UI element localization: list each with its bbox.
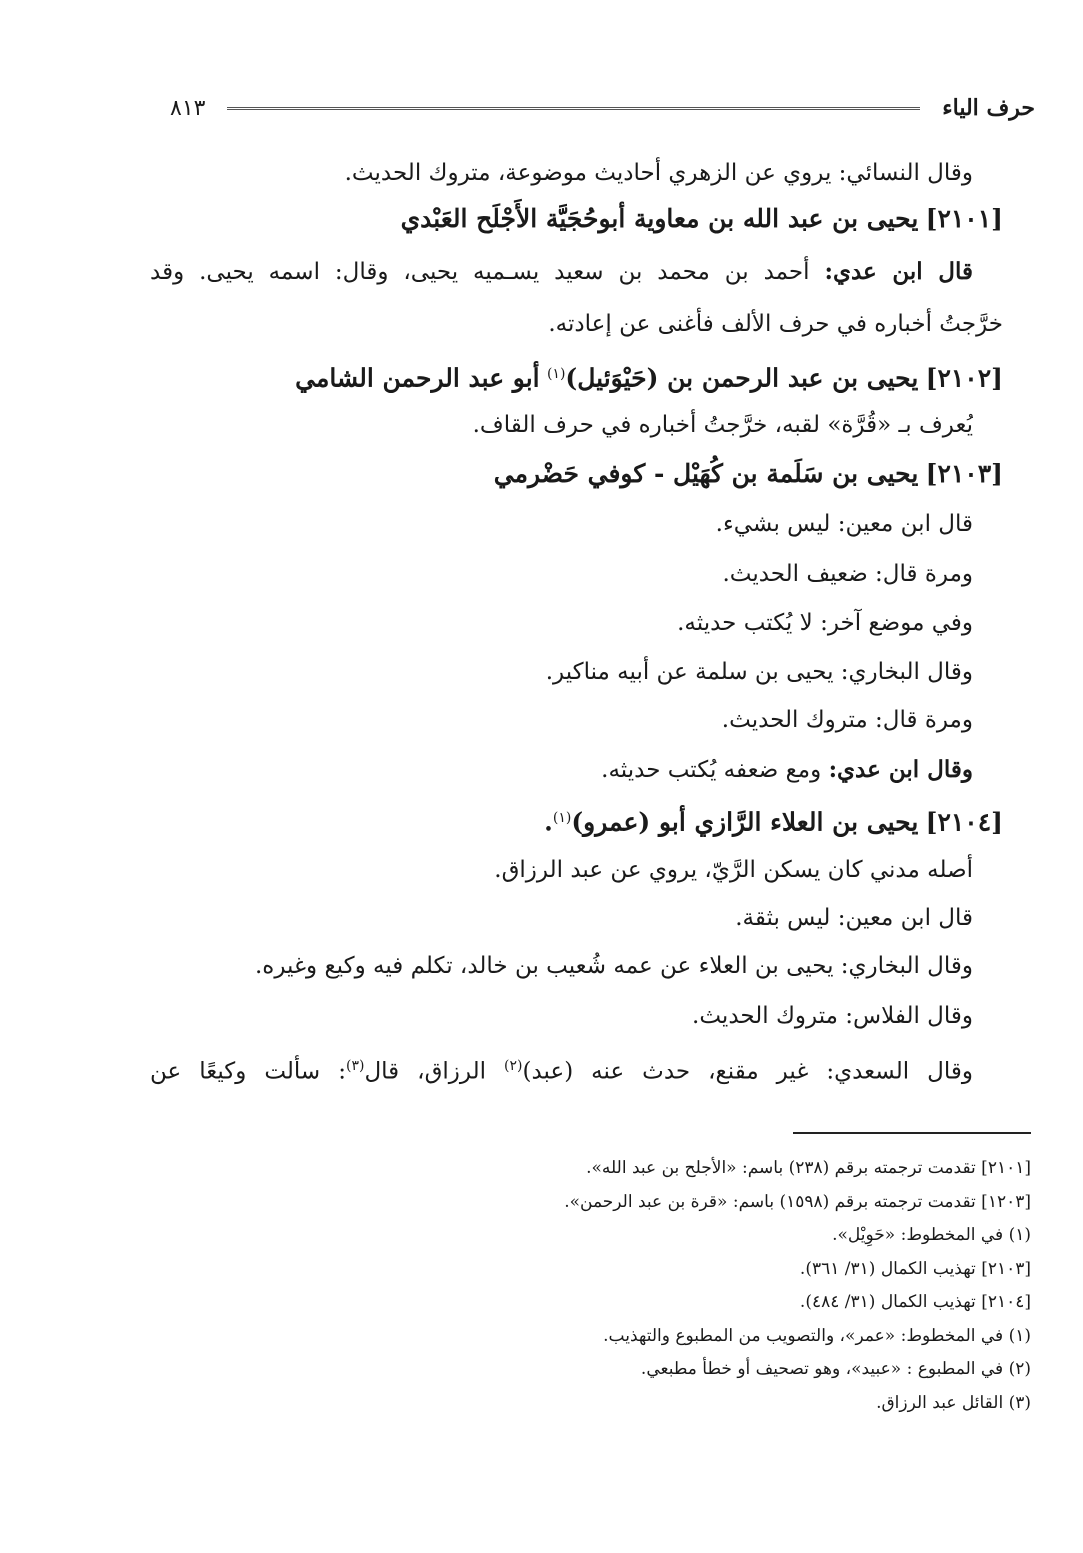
- text-line: ومرة قال: ضعيف الحديث.: [722, 561, 973, 587]
- entry-name: يحيى بن العلاء الرَّازي أبو (عمرو): [571, 807, 919, 837]
- footnote-ref: (١): [546, 366, 566, 382]
- footnote-line: (١) في المخطوط: «حَوِيْل».: [832, 1225, 1031, 1245]
- text-line: خرَّجتُ أخباره في حرف الألف فأغنى عن إعادته.: [548, 311, 1003, 337]
- source-label: قال ابن عدي:: [824, 258, 973, 285]
- footnote-line: [٢١٠١] تقدمت ترجمته برقم (٢٣٨) باسم: «الأجلح بن عبد الله».: [586, 1158, 1031, 1178]
- entry-name: يحيى بن عبد الرحمن بن (حَيْوَئيل): [565, 363, 919, 393]
- text-line: أصله مدني كان يسكن الرَّيّ، يروي عن عبد الرزاق.: [494, 857, 973, 883]
- text-line: [150, 250, 973, 294]
- footnote-ref: (٣): [345, 1058, 365, 1074]
- entry-heading-2103: [494, 452, 1003, 496]
- text-line: [150, 1044, 973, 1088]
- entry-number: [٢١٠٢]: [925, 363, 1003, 393]
- footnote-line: (١) في المخطوط: «عمر»، والتصويب من المطبوع والتهذيب.: [603, 1325, 1031, 1346]
- header-rule: [227, 107, 920, 110]
- text-line: قال ابن معين: ليس بثقة.: [735, 905, 973, 931]
- footnote-line: [٢١٠٣] تهذيب الكمال (٣١/ ٣٦١).: [799, 1258, 1031, 1279]
- footnote-ref: (١): [552, 810, 572, 826]
- source-label: وقال ابن عدي:: [828, 756, 973, 783]
- footnotes: [131, 1152, 1031, 1420]
- entry-end: .: [544, 807, 553, 837]
- chapter-title: حرف الياء: [942, 95, 1035, 121]
- source-text: أحمد بن محمد بن سعيد يسـميه يحيى، وقال: اسمه يحيى. وقد: [150, 259, 810, 285]
- footnote-separator: [793, 1132, 1031, 1134]
- entry-number: [٢١٠٤]: [925, 807, 1003, 837]
- entry-heading-2102: [295, 352, 1003, 396]
- entry-name-continued: أبو عبد الرحمن الشامي: [295, 363, 540, 393]
- text-line: يُعرف بـ «قُرَّة» لقبه، خرَّجتُ أخباره في حرف القاف.: [472, 412, 973, 438]
- entry-heading-2101: [401, 197, 1003, 241]
- footnote-line: (٣) القائل عبد الرزاق.: [876, 1392, 1031, 1413]
- text-line: وقال الفلاس: متروك الحديث.: [692, 1003, 973, 1029]
- text-segment: : سألت وكيعًا عن: [150, 1058, 346, 1085]
- footnote-line: [٢١٠٤] تهذيب الكمال (٣١/ ٤٨٤).: [799, 1292, 1031, 1312]
- text-line: ومرة قال: متروك الحديث.: [721, 707, 973, 733]
- footnote-line: (٢) في المطبوع : «عبيد»، وهو تصحيف أو خطأ مطبعي.: [640, 1359, 1031, 1379]
- entry-name: يحيى بن سَلَمة بن كُهَيْل - كوفي حَضْرمي: [493, 459, 919, 488]
- running-header: [170, 88, 1035, 128]
- text-line: وقال البخاري: يحيى بن العلاء عن عمه شُعيب بن خالد، تكلم فيه وكيع وغيره.: [255, 953, 973, 979]
- text-line: وقال النسائي: يروي عن الزهري أحاديث موضوعة، متروك الحديث.: [344, 160, 973, 186]
- entry-heading-2104: [544, 796, 1003, 840]
- entry-number: [٢١٠٣]: [925, 459, 1003, 488]
- text-segment: وقال السعدي: غير مقنع، حدث عنه (عبد): [522, 1058, 973, 1085]
- text-line: [601, 748, 973, 792]
- text-line: قال ابن معين: ليس بشيء.: [715, 511, 973, 537]
- footnote-ref: (٢): [504, 1058, 523, 1074]
- entry-number: [٢١٠١]: [925, 204, 1003, 233]
- text-line: وقال البخاري: يحيى بن سلمة عن أبيه مناكير.: [545, 659, 973, 685]
- source-text: ومع ضعفه يُكتب حديثه.: [601, 757, 822, 783]
- footnote-line: [١٢٠٣] تقدمت ترجمته برقم (١٥٩٨) باسم: «قرة بن عبد الرحمن».: [564, 1191, 1031, 1212]
- page-number: ٨١٣: [170, 95, 206, 121]
- text-line: وفي موضع آخر: لا يُكتب حديثه.: [677, 610, 973, 636]
- entry-name: يحيى بن عبد الله بن معاوية أبوحُجَيَّة الأَجْلَح العَبْدي: [400, 204, 919, 233]
- text-segment: الرزاق، قال: [364, 1058, 487, 1085]
